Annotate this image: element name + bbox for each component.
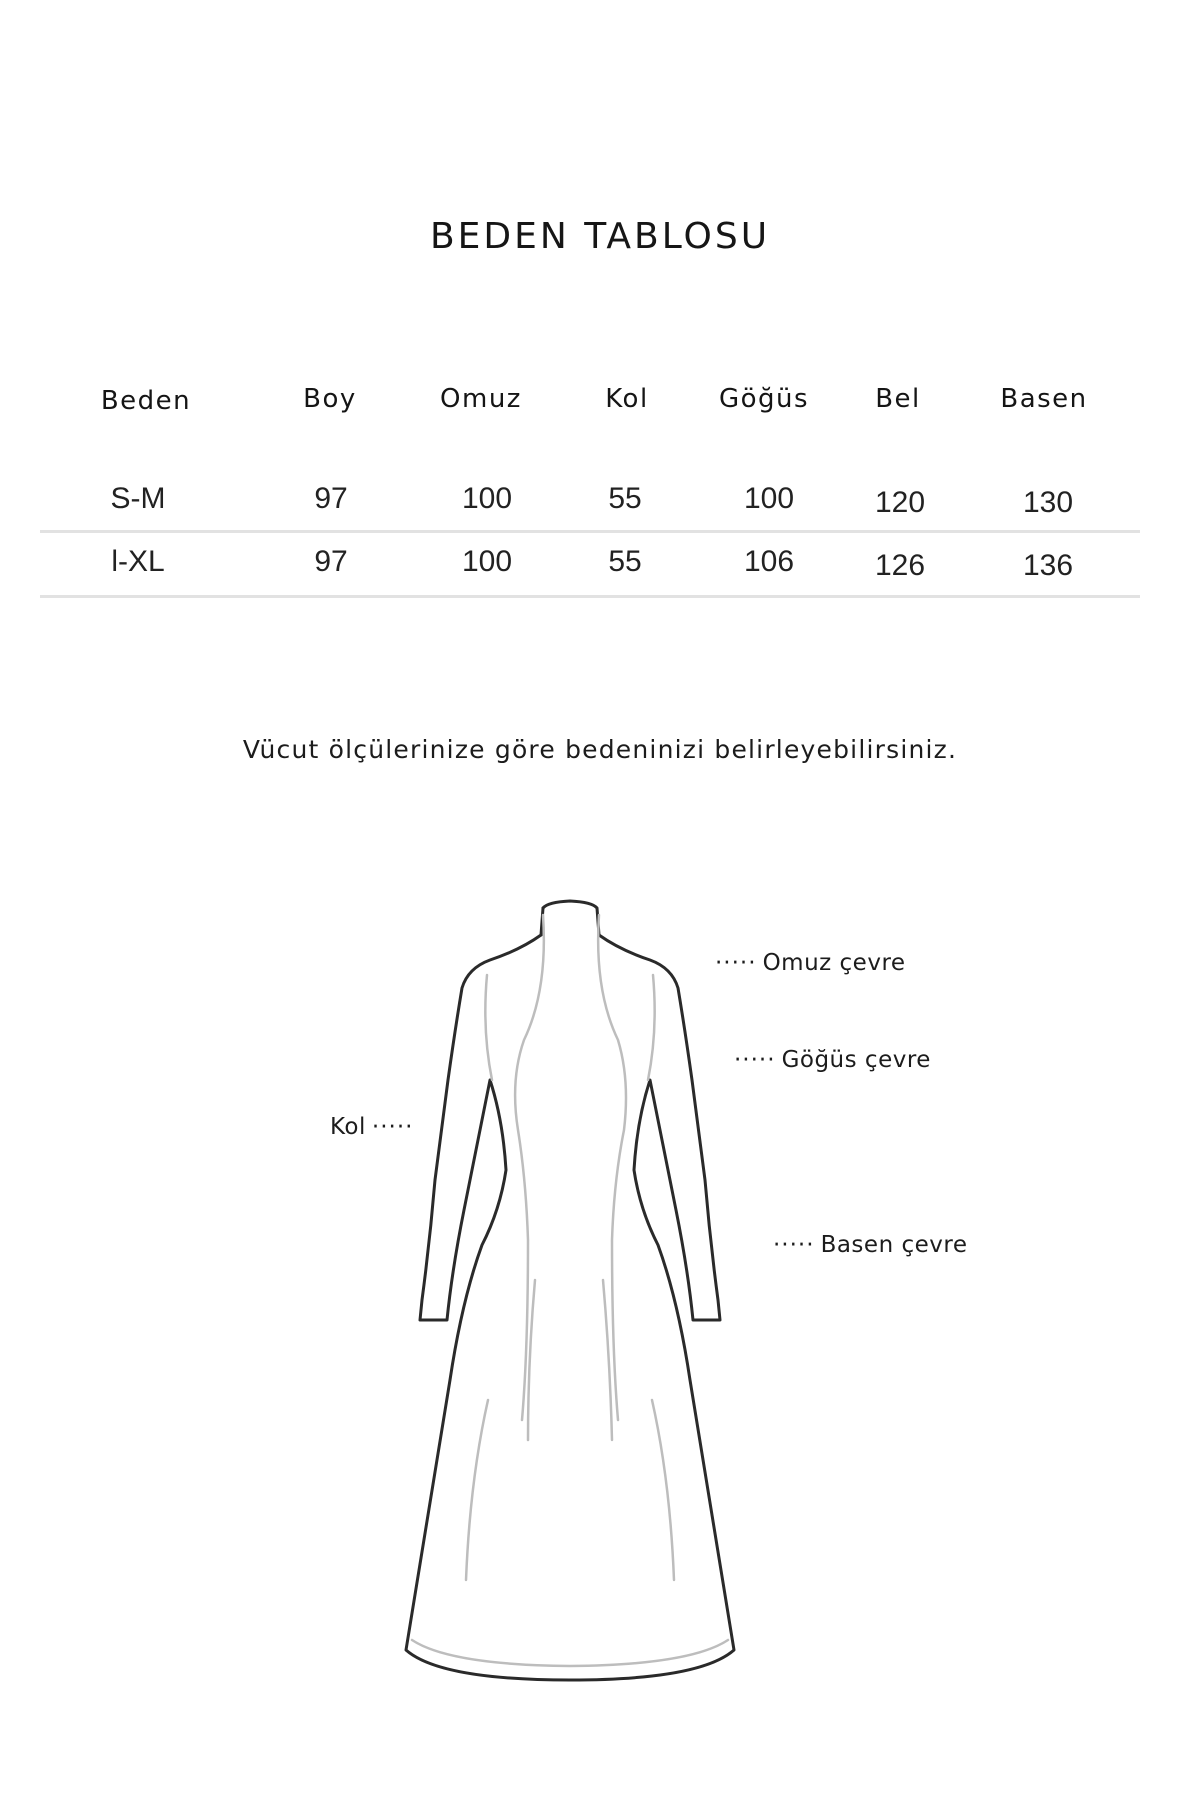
- callout-sleeve-label: Kol: [330, 1114, 366, 1140]
- cell-bel: 120: [874, 486, 926, 519]
- header-boy: Boy: [303, 384, 357, 414]
- cell-basen: 136: [1022, 549, 1074, 582]
- seam-right-princess: [598, 915, 626, 1420]
- callout-chest: [728, 1047, 931, 1073]
- cell-boy: 97: [314, 482, 348, 515]
- callout-hip-label: Basen çevre: [820, 1232, 968, 1258]
- cell-basen: 130: [1022, 486, 1074, 519]
- dress-figure: [0, 880, 1200, 1760]
- header-omuz: Omuz: [440, 384, 522, 414]
- callout-shoulder: [709, 950, 906, 976]
- gore-right: [652, 1400, 674, 1580]
- cell-omuz: 100: [461, 545, 513, 578]
- table-row: [40, 545, 1140, 595]
- dots-icon: ·····: [734, 1047, 776, 1073]
- cell-boy: 97: [314, 545, 348, 578]
- cell-kol: 55: [608, 482, 642, 515]
- callout-shoulder-label: Omuz çevre: [762, 950, 906, 976]
- header-gogus: Göğüs: [718, 384, 810, 414]
- seam-right-side: [648, 975, 655, 1080]
- cell-beden: l-XL: [111, 545, 165, 578]
- dress-illustration: [0, 880, 1200, 1760]
- header-basen: Basen: [1000, 384, 1088, 414]
- collar-outline: [543, 901, 599, 935]
- row-divider: [40, 530, 1140, 533]
- dots-icon: ·····: [715, 950, 757, 976]
- cell-gogus: 100: [743, 482, 795, 515]
- hem-stitch: [412, 1640, 728, 1666]
- gore-left: [466, 1400, 488, 1580]
- dots-icon: ·····: [773, 1232, 815, 1258]
- callout-hip: [767, 1232, 967, 1258]
- callout-chest-label: Göğüs çevre: [781, 1047, 931, 1073]
- gore-mid-left: [528, 1280, 535, 1440]
- cell-gogus: 106: [743, 545, 795, 578]
- header-beden: Beden: [100, 386, 192, 416]
- row-divider: [40, 595, 1140, 598]
- header-bel: Bel: [875, 384, 921, 414]
- gore-mid-right: [603, 1280, 612, 1440]
- dress-outline: [406, 935, 734, 1680]
- cell-beden: S-M: [110, 482, 166, 515]
- cell-omuz: 100: [461, 482, 513, 515]
- table-row: [40, 482, 1140, 532]
- seam-left-side: [485, 975, 492, 1080]
- page-title: BEDEN TABLOSU: [429, 216, 771, 257]
- cell-bel: 126: [874, 549, 926, 582]
- cell-kol: 55: [608, 545, 642, 578]
- callout-sleeve: [330, 1114, 419, 1140]
- size-note: Vücut ölçülerinize göre bedeninizi belirleyebilirsiniz.: [242, 735, 958, 764]
- header-kol: Kol: [605, 384, 649, 414]
- dots-icon: ·····: [371, 1114, 414, 1140]
- size-table: [40, 370, 1140, 610]
